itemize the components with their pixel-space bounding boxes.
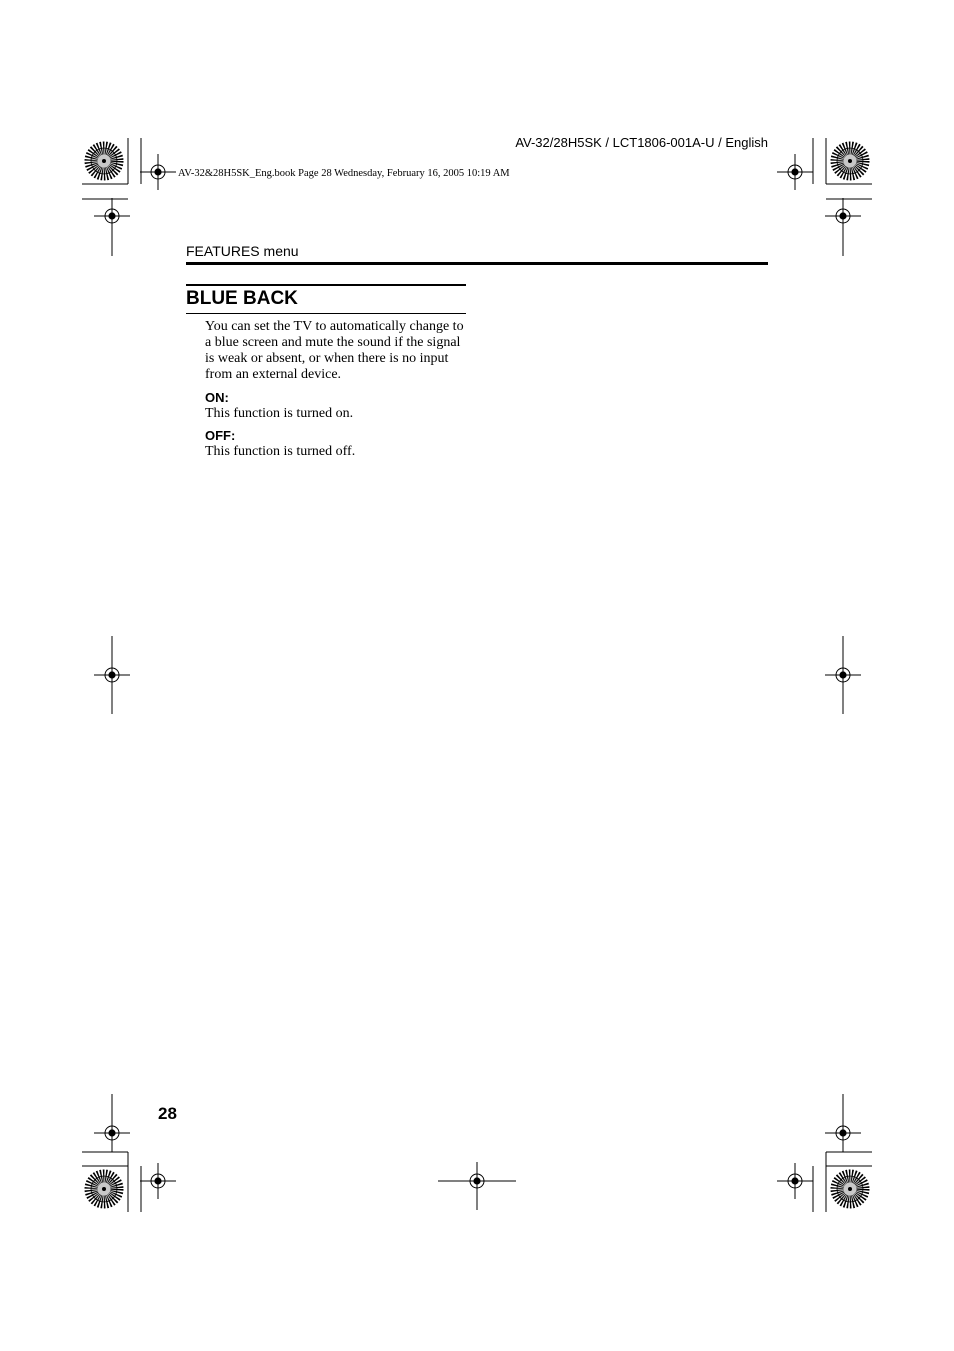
color-bar-star-icon: [837, 1176, 863, 1202]
title-top-rule: [186, 284, 466, 286]
section-label: FEATURES menu: [186, 243, 299, 259]
registration-mark-icon: [825, 1115, 861, 1151]
intro-paragraph: You can set the TV to automatically change to a blue screen and mute the sound if the signal is weak or absent, or when there is no input from an external device.: [205, 319, 464, 382]
section-title: BLUE BACK: [186, 288, 298, 309]
crop-marks-middle: [112, 636, 843, 714]
registration-mark-icon: [777, 1163, 813, 1199]
registration-mark-icon: [94, 198, 130, 234]
option-description-off: This function is turned off.: [205, 444, 356, 459]
book-file-info: AV-32&28H5SK_Eng.book Page 28 Wednesday, February 16, 2005 10:19 AM: [178, 168, 510, 179]
color-bar-star-icon: [91, 1176, 117, 1202]
registration-mark-icon: [140, 1163, 176, 1199]
registration-mark-icon: [94, 1115, 130, 1151]
option-description-on: This function is turned on.: [205, 406, 354, 421]
option-label-on: ON:: [205, 390, 229, 405]
registration-mark-icon: [777, 154, 813, 190]
header-rule: [186, 262, 768, 265]
document-id: AV-32/28H5SK / LCT1806-001A-U / English: [515, 135, 768, 150]
option-label-off: OFF:: [205, 428, 236, 443]
registration-mark-icon: [825, 657, 861, 693]
color-bar-star-icon: [837, 148, 863, 174]
color-bar-star-icon: [91, 148, 117, 174]
registration-mark-icon: [140, 154, 176, 190]
registration-mark-icon: [94, 657, 130, 693]
registration-mark-icon: [825, 198, 861, 234]
page-number: 28: [158, 1104, 177, 1123]
title-bottom-rule: [186, 313, 466, 314]
